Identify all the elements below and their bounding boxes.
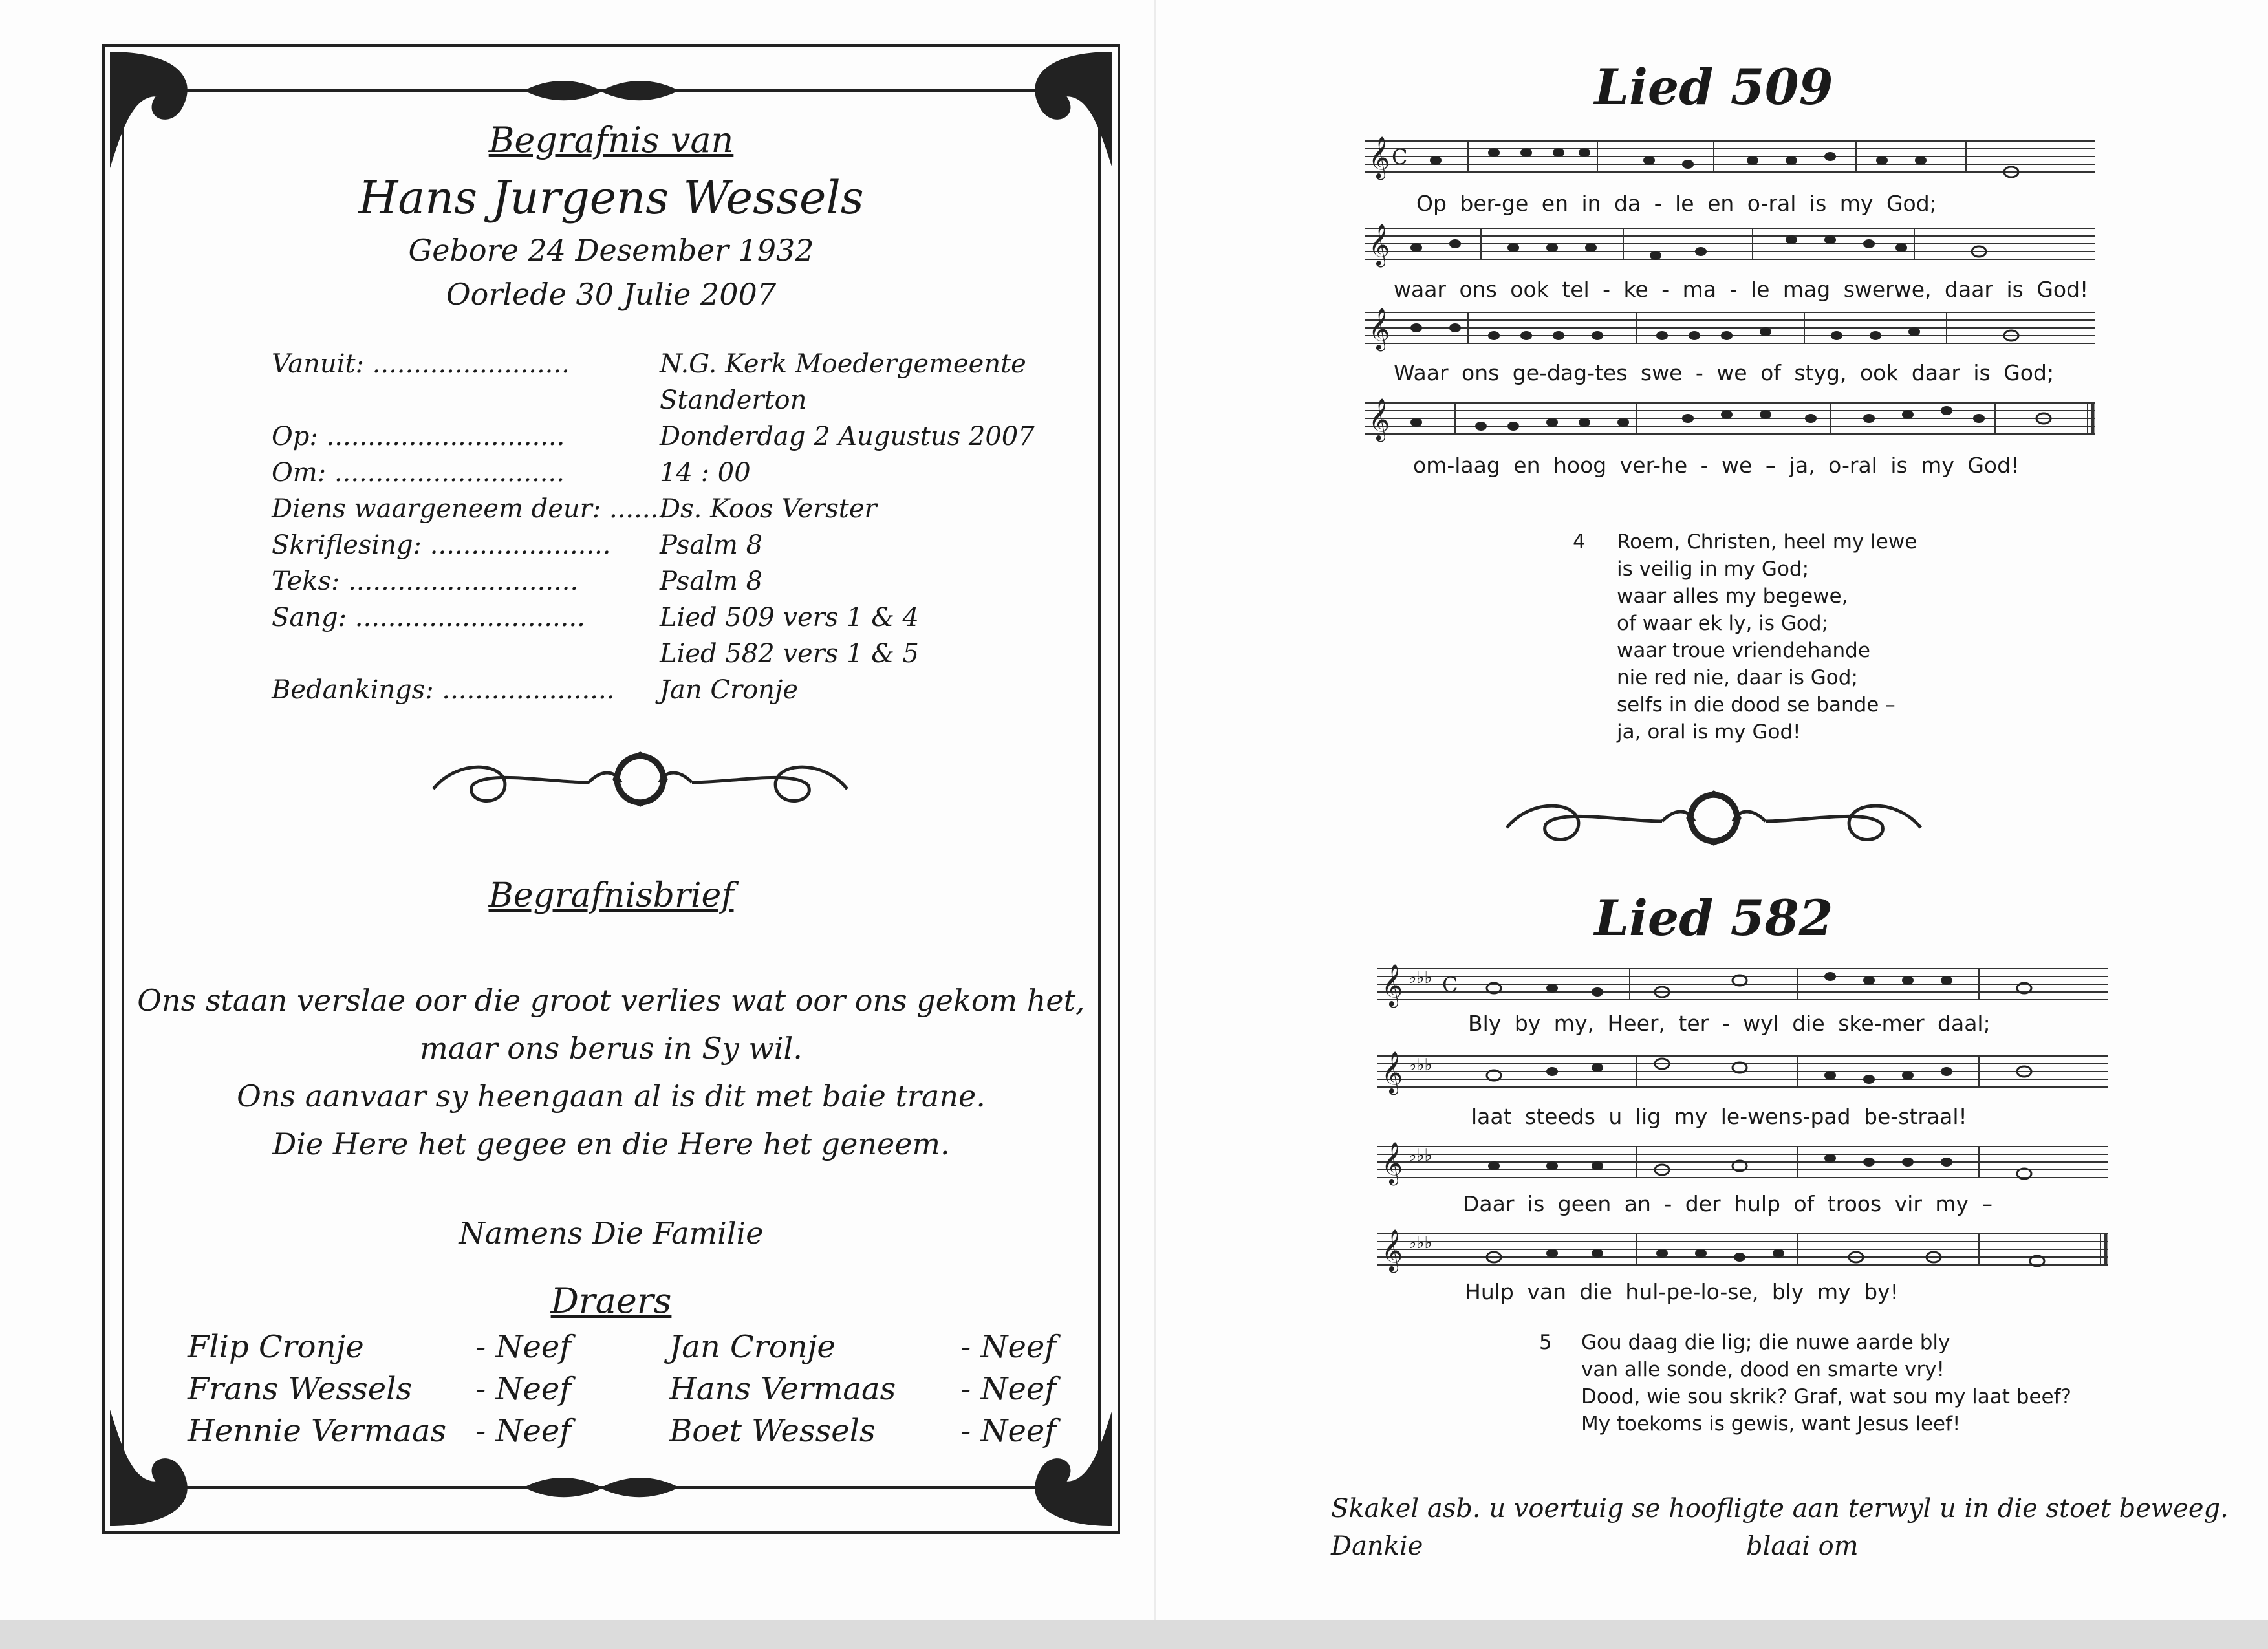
service-value: Psalm 8 [660,530,763,560]
bearer-name: Frans Wessels [188,1371,413,1407]
svg-text:𝄞: 𝄞 [1381,1051,1403,1094]
service-value: Donderdag 2 Augustus 2007 [660,422,1035,451]
song-title: Lied 509 [1594,58,1833,116]
verse-line: My toekoms is gewis, want Jesus leef! [1581,1412,1961,1436]
headlights-notice: Skakel asb. u voertuig se hoofligte aan terwyl u in die stoet beweeg. [1331,1494,2229,1524]
bearer-role: - Neef [475,1371,572,1407]
verse-number: 5 [1539,1331,1552,1354]
letter-title: Begrafnisbrief [488,876,734,915]
bearer-role: - Neef [475,1413,572,1449]
music-staff [1377,1229,2108,1274]
bearer-name: Hennie Vermaas [188,1413,447,1449]
song-title: Lied 582 [1594,889,1833,947]
lyric-line: laat steeds u lig my le-wens-pad be-straal! [1471,1104,1967,1129]
verse-line: nie red nie, daar is God; [1617,666,1858,689]
service-value: Standerton [660,385,807,415]
music-staff [1365,136,2095,181]
svg-text:𝄞: 𝄞 [1368,398,1390,440]
lyric-line: om-laag en hoog ver-he - we – ja, o-ral is my God! [1413,453,2020,478]
page-fold [1154,0,1156,1649]
bearer-name: Jan Cronje [669,1329,836,1365]
music-staff [1365,223,2095,268]
svg-text:𝄞: 𝄞 [1368,308,1390,350]
verse-line: ja, oral is my God! [1617,720,1801,744]
bearer-role: - Neef [960,1371,1057,1407]
music-staff [1365,398,2095,443]
ornament-divider [420,737,860,821]
service-label: Diens waargeneem deur: ....... [272,494,667,524]
verse-line: Dood, wie sou skrik? Graf, wat sou my laat beef? [1581,1385,2071,1408]
svg-text:𝄞: 𝄞 [1368,224,1390,266]
service-label: Sang: ............................ [272,603,585,632]
svg-text:𝄞: 𝄞 [1381,964,1403,1006]
lyric-line: Daar is geen an - der hulp of troos vir my – [1463,1191,1993,1216]
service-label: Vanuit: ........................ [272,349,570,379]
letter-line: Die Here het gegee en die Here het geneem. [272,1126,950,1161]
service-value: Lied 509 vers 1 & 4 [660,603,919,632]
verse-line: waar alles my begewe, [1617,585,1848,608]
verse-line: of waar ek ly, is God; [1617,612,1828,635]
music-staff [1377,964,2108,1009]
lyric-line: Hulp van die hul-pe-lo-se, bly my by! [1465,1279,1899,1304]
svg-text:♭♭♭: ♭♭♭ [1409,1233,1432,1253]
music-staff [1377,1141,2108,1187]
letter-line: Ons aanvaar sy heengaan al is dit met baie trane. [237,1079,986,1114]
service-row [272,349,1242,385]
service-value: Jan Cronje [660,675,799,705]
verse-line: is veilig in my God; [1617,557,1809,581]
deceased-name: Hans Jurgens Wessels [358,171,864,224]
ornament-divider [1494,776,1934,860]
service-row [272,458,1242,494]
service-row [272,530,1242,566]
service-row [272,639,1242,675]
turn-over-note: blaai om [1746,1531,1859,1561]
bearer-role: - Neef [960,1413,1057,1449]
music-staff [1377,1051,2108,1096]
verse-line: Roem, Christen, heel my lewe [1617,530,1917,554]
service-row [272,566,1242,603]
music-staff [1365,307,2095,352]
service-value: Psalm 8 [660,566,763,596]
service-details [272,349,1112,724]
svg-text:♭♭♭: ♭♭♭ [1409,1055,1432,1075]
service-row [272,494,1242,530]
service-label: Bedankings: ..................... [272,675,615,705]
bearer-role: - Neef [960,1329,1057,1365]
service-value: N.G. Kerk Moedergemeente [660,349,1026,379]
service-value: 14 : 00 [660,458,751,488]
svg-text:C: C [1392,145,1408,169]
svg-text:𝄞: 𝄞 [1368,136,1390,178]
bearer-name: Flip Cronje [188,1329,364,1365]
service-label: Skriflesing: ...................... [272,530,611,560]
service-row [272,603,1242,639]
verse-number: 4 [1573,530,1586,554]
letter-line: Ons staan verslae oor die groot verlies wat oor ons gekom het, [137,983,1085,1018]
signature: Namens Die Familie [459,1216,764,1251]
svg-text:𝄞: 𝄞 [1381,1229,1403,1271]
service-row [272,422,1242,458]
death-date: Oorlede 30 Julie 2007 [446,277,777,312]
verse-line: Gou daag die lig; die nuwe aarde bly [1581,1331,1950,1354]
scan-edge [0,1620,2268,1649]
lyric-line: Bly by my, Heer, ter - wyl die ske-mer daal; [1468,1011,1991,1036]
birth-date: Gebore 24 Desember 1932 [408,233,814,268]
lyric-line: waar ons ook tel - ke - ma - le mag swerwe, daar is God! [1394,277,2089,302]
bearer-name: Boet Wessels [669,1413,876,1449]
service-row [272,675,1242,711]
service-value: Lied 582 vers 1 & 5 [660,639,919,669]
service-row [272,385,1242,422]
bearer-name: Hans Vermaas [669,1371,896,1407]
verse-line: van alle sonde, dood en smarte vry! [1581,1358,1945,1381]
service-label: Om: ............................ [272,458,565,488]
svg-text:♭♭♭: ♭♭♭ [1409,968,1432,987]
service-value: Ds. Koos Verster [660,494,877,524]
service-label: Teks: ............................ [272,566,579,596]
verse-line: waar troue vriendehande [1617,639,1870,662]
verse-line: selfs in die dood se bande – [1617,693,1895,717]
service-label: Op: ............................. [272,422,565,451]
svg-text:♭♭♭: ♭♭♭ [1409,1146,1432,1165]
svg-text:𝄞: 𝄞 [1381,1142,1403,1184]
heading: Begrafnis van [488,120,734,160]
letter-line: maar ons berus in Sy wil. [420,1031,803,1066]
lyric-line: Waar ons ge-dag-tes swe - we of styg, ook daar is God; [1394,360,2055,385]
bearer-role: - Neef [475,1329,572,1365]
svg-text:C: C [1442,973,1458,997]
lyric-line: Op ber-ge en in da - le en o-ral is my God; [1416,191,1937,216]
bearers-title: Draers [550,1280,672,1321]
thanks: Dankie [1331,1531,1423,1561]
